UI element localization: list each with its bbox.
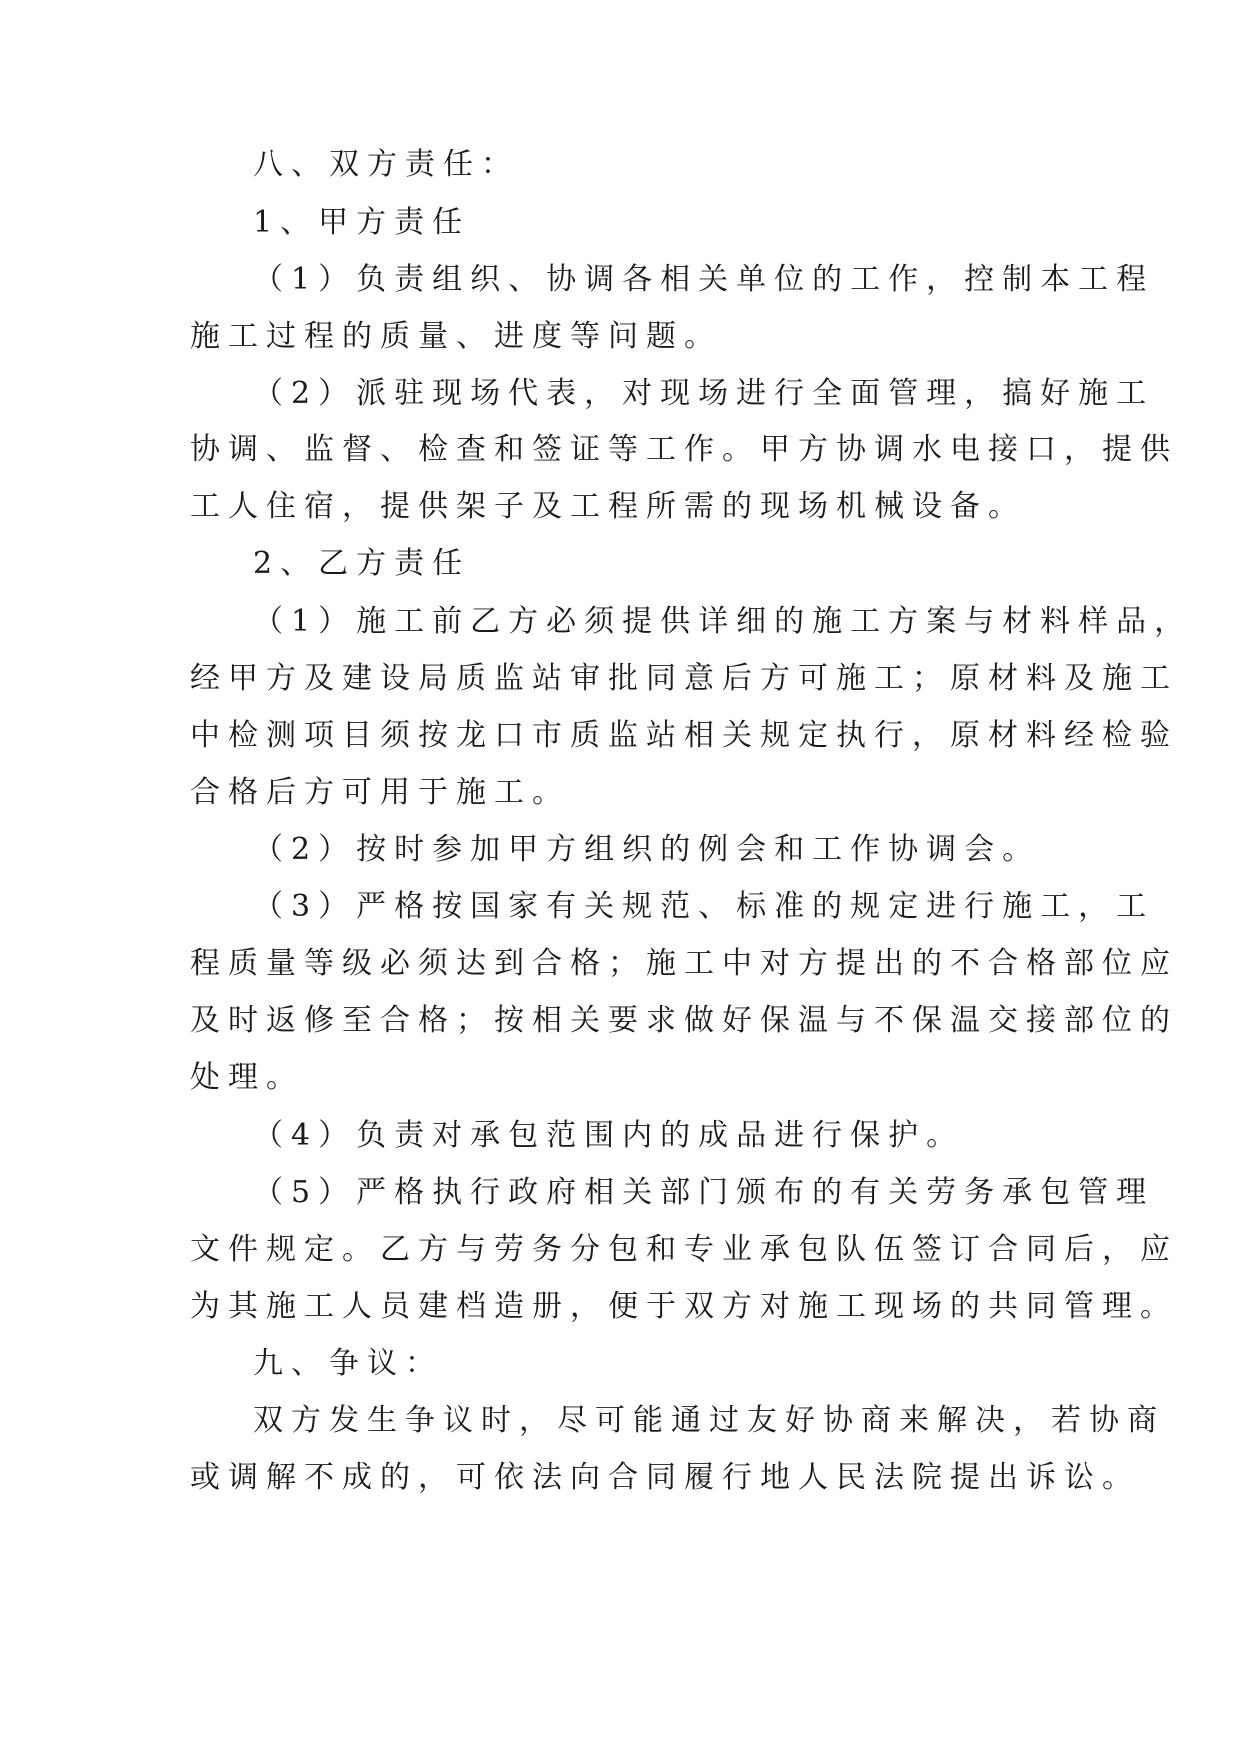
paragraph-line: （5）严格执行政府相关部门颁布的有关劳务承包管理 [253, 1175, 1155, 1210]
paragraph-line: 文件规定。乙方与劳务分包和专业承包队伍签订合同后，应 [190, 1232, 1178, 1267]
paragraph-line: 中检测项目须按龙口市质监站相关规定执行，原材料经检验 [190, 718, 1178, 753]
paragraph-line: （4）负责对承包范围内的成品进行保护。 [253, 1118, 965, 1153]
paragraph-line: （1）施工前乙方必须提供详细的施工方案与材料样品， [253, 604, 1193, 639]
paragraph-line: 及时返修至合格；按相关要求做好保温与不保温交接部位的 [190, 1003, 1178, 1038]
section-heading-9: 九、争议： [253, 1346, 443, 1381]
paragraph-line: 程质量等级必须达到合格；施工中对方提出的不合格部位应 [190, 946, 1178, 981]
paragraph-line: 或调解不成的，可依法向合同履行地人民法院提出诉讼。 [190, 1460, 1140, 1495]
paragraph-line: 经甲方及建设局质监站审批同意后方可施工；原材料及施工 [190, 661, 1178, 696]
paragraph-line: 施工过程的质量、进度等问题。 [190, 319, 722, 354]
subsection-heading-party-a: 1、甲方责任 [253, 205, 471, 240]
paragraph-line: 合格后方可用于施工。 [190, 775, 570, 810]
paragraph-line: 为其施工人员建档造册，便于双方对施工现场的共同管理。 [190, 1289, 1178, 1324]
paragraph-line: 双方发生争议时，尽可能通过友好协商来解决，若协商 [253, 1403, 1165, 1438]
paragraph-line: （2）按时参加甲方组织的例会和工作协调会。 [253, 832, 1041, 867]
section-heading-8: 八、双方责任： [253, 147, 519, 182]
subsection-heading-party-b: 2、乙方责任 [253, 546, 471, 581]
paragraph-line: 工人住宿，提供架子及工程所需的现场机械设备。 [190, 489, 1026, 524]
paragraph-line: （2）派驻现场代表，对现场进行全面管理，搞好施工 [253, 376, 1155, 411]
paragraph-line: （1）负责组织、协调各相关单位的工作，控制本工程 [253, 262, 1155, 297]
paragraph-line: 协调、监督、检查和签证等工作。甲方协调水电接口，提供 [190, 432, 1178, 467]
paragraph-line: （3）严格按国家有关规范、标准的规定进行施工，工 [253, 889, 1155, 924]
paragraph-line: 处理。 [190, 1060, 304, 1095]
